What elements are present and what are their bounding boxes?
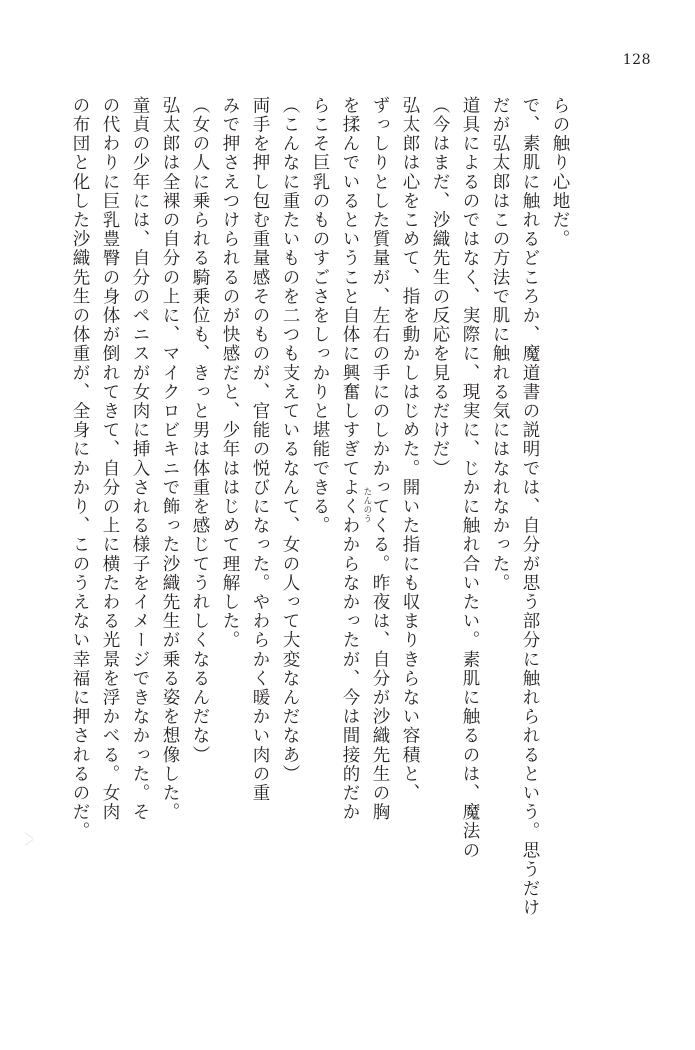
text-line: らこそ巨乳のものすごさをしっかりと堪能できる。	[310, 96, 330, 536]
ruby-annotation: たんのう	[361, 487, 372, 523]
text-line: だが弘太郎はこの方法で肌に触れる気にはなれなかった。	[490, 96, 510, 593]
text-line: （女の人に乗られる騎乗位も、きっと男は体重を感じてうれしくなるんだな）	[190, 96, 210, 765]
text-line: を揉んでいるということ自体に興奮しすぎてよくわからなかったが、今は間接的だか	[340, 96, 360, 822]
text-line: 弘太郎は全裸の自分の上に、マイクロビキニで飾った沙織先生が乗る姿を想像した。	[160, 96, 180, 822]
text-line: の布団と化した沙織先生の体重が、全身にかかり、このうえない幸福に押されるのだ。	[70, 96, 90, 841]
text-line: で、素肌に触れるどころか、魔道書の説明では、自分が思う部分に触れられるという。思うだけ	[520, 96, 540, 918]
text-line: 童貞の少年には、自分のペニスが女肉に挿入される様子をイメージできなかった。そ	[130, 96, 150, 822]
text-line: 両手を押し包む重量感そのものが、官能の悦びになった。やわらかく暖かい肉の重	[250, 96, 270, 803]
page-smudge-mark	[22, 835, 38, 849]
vertical-text-block	[58, 96, 653, 966]
text-line: らの触り心地だ。	[550, 96, 570, 249]
text-line: みで押さえつけられるのが快感だと、少年ははじめて理解した。	[220, 96, 240, 650]
text-line: ずっしりとした質量が、左右の手にのしかかってくる。昨夜は、自分が沙織先生の胸	[370, 96, 390, 822]
text-line: （こんなに重たいものを二つも支えているなんて、女の人って大変なんだなあ）	[280, 96, 300, 784]
text-line: 道具によるのではなく、実際に、現実に、じかに触れ合いたい。素肌に触るのは、魔法の	[460, 96, 480, 860]
page-number: 128	[622, 52, 651, 68]
text-line: （今はまだ、沙織先生の反応を見るだけだ）	[430, 96, 450, 478]
text-line: の代わりに巨乳豊臀の身体が倒れてきて、自分の上に横たわる光景を浮かべる。女肉	[100, 96, 120, 822]
text-line: 弘太郎は心をこめて、指を動かしはじめた。開いた指にも収まりきらない容積と、	[400, 96, 420, 803]
